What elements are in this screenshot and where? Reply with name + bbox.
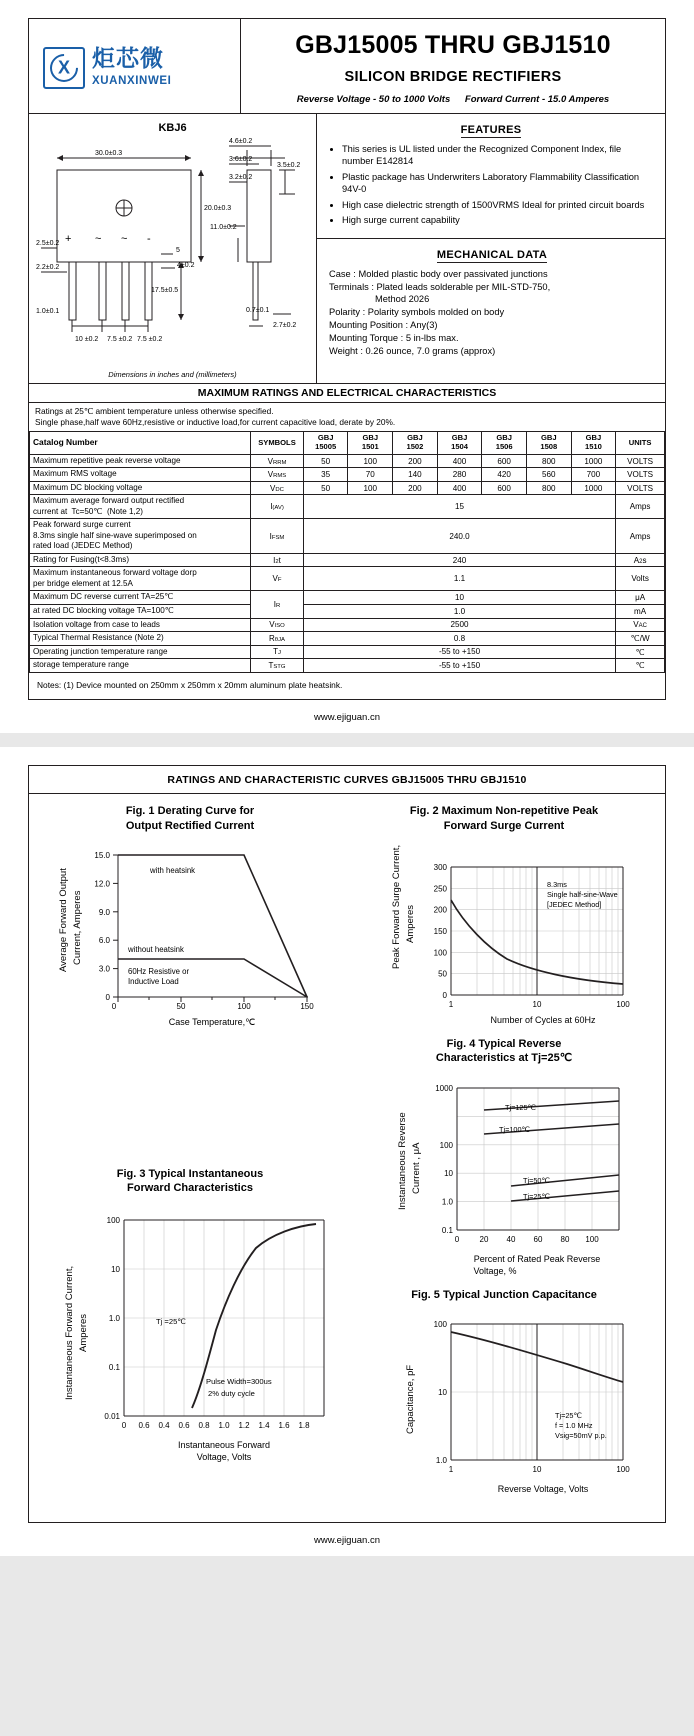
cell: 200 [393, 481, 438, 495]
row-desc: Maximum instantaneous forward voltage dorp per bridge element at 12.5A [30, 567, 251, 591]
table-row [30, 553, 665, 567]
dim-07: 0.7±0.1 [246, 307, 270, 314]
polarity-minus: - [147, 233, 151, 245]
dim-32: 3.2±0.2 [229, 174, 253, 181]
dim-5: 5 [176, 247, 180, 254]
dimension-note: Dimensions in inches and (millimeters) [108, 370, 237, 379]
cell: 240 [303, 553, 615, 567]
mechanical-title: MECHANICAL DATA [436, 248, 548, 261]
svg-text:Number of Cycles at 60Hz: Number of Cycles at 60Hz [490, 1014, 596, 1025]
polarity-ac1: ~ [95, 233, 102, 245]
cell: 400 [437, 454, 482, 468]
cell: 240.0 [303, 519, 615, 554]
svg-text:Current , μA: Current , μA [411, 1142, 422, 1194]
svg-text:10: 10 [111, 1264, 120, 1274]
xxw-logo-icon [43, 47, 85, 89]
cell: 1.1 [303, 567, 615, 591]
svg-text:1.8: 1.8 [298, 1420, 310, 1430]
svg-text:250: 250 [433, 884, 447, 894]
svg-text:Case Temperature,℃: Case Temperature,℃ [168, 1016, 256, 1027]
row-symbol: VDC [251, 481, 304, 495]
fig3-chart [33, 1200, 347, 1470]
row-unit: ℃ [616, 659, 665, 673]
cell: 35 [303, 468, 348, 482]
svg-text:Tj=100℃: Tj=100℃ [499, 1124, 530, 1134]
dim-110: 11.0±0.2 [210, 224, 237, 231]
cell: 1.0 [303, 605, 615, 619]
svg-text:without heatsink: without heatsink [128, 944, 184, 954]
features-list [327, 143, 655, 227]
dim-36: 3.6±0.2 [229, 156, 253, 163]
svg-text:150: 150 [433, 926, 447, 936]
row-unit: VOLTS [616, 468, 665, 482]
ratings-note [29, 403, 665, 431]
cell: 50 [303, 481, 348, 495]
footer-site-2: www.ejiguan.cn [313, 1534, 380, 1546]
dim-4: 4±0.2 [177, 262, 195, 269]
cell: 400 [437, 481, 482, 495]
title-block [241, 19, 665, 113]
table-row [30, 519, 665, 554]
svg-text:Tj =25℃: Tj =25℃ [156, 1316, 186, 1326]
row-symbol: VISO [251, 618, 304, 632]
page-subtitle: SILICON BRIDGE RECTIFIERS [344, 69, 562, 85]
spec-mid-section [29, 114, 665, 384]
svg-text:Tj=25℃: Tj=25℃ [523, 1191, 550, 1201]
fig5-chart [347, 1306, 661, 1506]
cell: 0.8 [303, 632, 615, 646]
table-row [30, 618, 665, 632]
svg-text:Tj=50℃: Tj=50℃ [523, 1175, 550, 1185]
svg-text:10: 10 [438, 1387, 447, 1397]
svg-text:0: 0 [121, 1420, 127, 1430]
features-mechanical-panel [317, 114, 665, 383]
svg-text:100: 100 [237, 1001, 251, 1011]
row-unit: A2s [616, 553, 665, 567]
row-unit: Amps [616, 519, 665, 554]
cell: 420 [482, 468, 527, 482]
svg-text:Pulse Width=300us: Pulse Width=300us [206, 1376, 272, 1386]
svg-text:0: 0 [111, 1001, 117, 1011]
header-specs [247, 94, 659, 105]
svg-text:0.01: 0.01 [104, 1411, 120, 1421]
features-title: FEATURES [460, 124, 522, 136]
svg-text:100: 100 [585, 1234, 599, 1244]
ratings-table [29, 431, 665, 672]
footer-site: www.ejiguan.cn [313, 712, 380, 724]
row-unit: ℃/W [616, 632, 665, 646]
cell: 600 [482, 481, 527, 495]
row-unit: mA [616, 605, 665, 619]
spec-reverse-voltage: Reverse Voltage - 50 to 1000 Volts [296, 94, 451, 105]
mech-line: Terminals : Plated leads solderable per MIL-STD-750, [329, 281, 551, 292]
list-item: • This series is UL listed under the Recognized Component Index, file number E142814 [342, 143, 655, 168]
dim-35: 3.5±0.2 [277, 162, 301, 169]
curves-title: RATINGS AND CHARACTERISTIC CURVES GBJ15005 THRU GBJ1510 [29, 766, 665, 794]
cell: 700 [571, 468, 616, 482]
row-symbol: RθJA [251, 632, 304, 646]
svg-text:10: 10 [444, 1168, 453, 1178]
cell: 50 [303, 454, 348, 468]
svg-text:15.0: 15.0 [94, 850, 110, 860]
svg-text:Inductive Load: Inductive Load [128, 976, 179, 986]
table-row [30, 481, 665, 495]
svg-text:0.6: 0.6 [178, 1420, 190, 1430]
brand-name-en: XUANXINWEI [92, 75, 172, 88]
cell: 800 [526, 481, 571, 495]
list-item: • High case dielectric strength of 1500VRMS Ideal for printed circuit boards [342, 199, 655, 211]
svg-text:150: 150 [300, 1001, 314, 1011]
col-catalog: Catalog Number [30, 432, 251, 454]
svg-text:60Hz Resistive or: 60Hz Resistive or [128, 966, 190, 976]
page2-frame [28, 765, 666, 1522]
fig4-title: Fig. 4 Typical Reverse Characteristics at Tj=25℃ [435, 1037, 573, 1065]
cell: 100 [348, 454, 393, 468]
datasheet-page-2 [0, 747, 694, 1555]
table-row [30, 468, 665, 482]
dim-27: 2.7±0.2 [273, 322, 297, 329]
col-part-0: GBJ 15005 [303, 432, 348, 454]
row-unit: VAC [616, 618, 665, 632]
row-symbol: I2t [251, 553, 304, 567]
spec-forward-current: Forward Current - 15.0 Amperes [464, 94, 610, 105]
svg-text:Tj=25℃: Tj=25℃ [555, 1410, 582, 1420]
cell: 280 [437, 468, 482, 482]
row-unit: VOLTS [616, 481, 665, 495]
svg-text:Tj=125℃: Tj=125℃ [505, 1102, 536, 1112]
svg-text:1.2: 1.2 [238, 1420, 250, 1430]
svg-text:3.0: 3.0 [98, 964, 110, 974]
svg-text:12.0: 12.0 [94, 879, 110, 889]
svg-text:0.6: 0.6 [138, 1420, 150, 1430]
row-desc: at rated DC blocking voltage TA=100℃ [30, 605, 251, 619]
dim-22: 2.2±0.2 [36, 264, 60, 271]
table-row [30, 567, 665, 591]
features-block [317, 114, 665, 239]
brand-text [92, 48, 171, 88]
col-symbols: SYMBOLS [251, 432, 304, 454]
table-row [30, 645, 665, 659]
package-drawing-panel [29, 114, 317, 383]
ratings-note-line1: Ratings at 25℃ ambient temperature unless otherwise specified. [35, 406, 274, 416]
svg-text:300: 300 [433, 862, 447, 872]
row-symbol: TSTG [251, 659, 304, 673]
svg-text:100: 100 [433, 1319, 447, 1329]
row-unit: Volts [616, 567, 665, 591]
fig45-container [347, 1037, 661, 1506]
ratings-title: MAXIMUM RATINGS AND ELECTRICAL CHARACTERISTICS [29, 384, 665, 403]
svg-text:100: 100 [616, 1464, 630, 1474]
svg-text:0: 0 [442, 990, 447, 1000]
table-row [30, 632, 665, 646]
mech-line: Method 2026 [375, 294, 430, 305]
dim-pitch-2: 7.5 ±0.2 [107, 336, 133, 343]
row-desc: storage temperature range [30, 659, 251, 673]
svg-text:1.0: 1.0 [435, 1455, 447, 1465]
fig2-container [347, 804, 661, 1037]
svg-text:1: 1 [448, 1464, 454, 1474]
cell: 2500 [303, 618, 615, 632]
package-drawing [33, 136, 312, 368]
svg-text:9.0: 9.0 [98, 907, 110, 917]
table-row [30, 659, 665, 673]
cell: -55 to +150 [303, 659, 615, 673]
svg-text:with heatsink: with heatsink [150, 865, 196, 875]
row-unit: ℃ [616, 645, 665, 659]
curves-row-2 [33, 1037, 661, 1506]
row-unit: μA [616, 591, 665, 605]
cell: 600 [482, 454, 527, 468]
col-part-4: GBJ 1506 [482, 432, 527, 454]
svg-text:40: 40 [506, 1234, 516, 1244]
list-item: • Plastic package has Underwriters Laboratory Flammability Classification 94V-0 [342, 171, 655, 196]
ratings-note-line2: Single phase,half wave 60Hz,resistive or inductive load,for current capacitive load, derate by 20%. [35, 417, 396, 428]
col-part-1: GBJ 1501 [348, 432, 393, 454]
svg-text:Percent of Rated Peak Reverse: Percent of Rated Peak Reverse [473, 1253, 601, 1264]
mechanical-block [317, 239, 665, 366]
mech-line: Polarity : Polarity symbols molded on body [329, 307, 505, 318]
row-unit: Amps [616, 495, 665, 519]
fig1-container [33, 804, 347, 1037]
cell: 140 [393, 468, 438, 482]
svg-text:1.0: 1.0 [218, 1420, 230, 1430]
svg-text:Vsig=50mV p.p.: Vsig=50mV p.p. [555, 1430, 607, 1440]
page-title: GBJ15005 THRU GBJ1510 [295, 31, 611, 59]
col-units: UNITS [616, 432, 665, 454]
svg-text:20: 20 [479, 1234, 489, 1244]
cell: 15 [303, 495, 615, 519]
svg-text:6.0: 6.0 [98, 936, 110, 946]
row-symbol: I(AV) [251, 495, 304, 519]
row-desc: Maximum RMS voltage [30, 468, 251, 482]
svg-text:8.3ms: 8.3ms [547, 879, 567, 889]
cell: 10 [303, 591, 615, 605]
svg-text:[JEDEC Method]: [JEDEC Method] [547, 899, 602, 909]
polarity-ac2: ~ [121, 233, 128, 245]
col-part-2: GBJ 1502 [393, 432, 438, 454]
dim-20: 20.0±0.3 [204, 205, 232, 212]
svg-text:0.4: 0.4 [158, 1420, 170, 1430]
cell: 70 [348, 468, 393, 482]
dim-25: 2.5±0.2 [36, 240, 60, 247]
row-symbol: VF [251, 567, 304, 591]
svg-text:Voltage, Volts: Voltage, Volts [196, 1451, 252, 1462]
svg-text:50: 50 [176, 1001, 186, 1011]
svg-text:Average Forward Output: Average Forward Output [58, 868, 69, 972]
svg-text:Peak Forward Surge Current,: Peak Forward Surge Current, [391, 844, 402, 969]
svg-text:100: 100 [433, 948, 447, 958]
svg-text:1000: 1000 [435, 1083, 453, 1093]
dim-pitch-1: 10 ±0.2 [75, 336, 99, 343]
svg-text:1.0: 1.0 [441, 1197, 453, 1207]
col-part-6: GBJ 1510 [571, 432, 616, 454]
svg-text:Instantaneous Forward: Instantaneous Forward [177, 1439, 271, 1450]
col-part-3: GBJ 1504 [437, 432, 482, 454]
cell: 800 [526, 454, 571, 468]
polarity-plus: + [65, 233, 72, 245]
svg-text:100: 100 [106, 1215, 120, 1225]
svg-text:1.0: 1.0 [108, 1313, 120, 1323]
svg-text:Single half-sine-Wave: Single half-sine-Wave [547, 889, 618, 899]
svg-text:Amperes: Amperes [78, 1313, 89, 1352]
mech-line: Weight : 0.26 ounce, 7.0 grams (approx) [329, 345, 496, 356]
package-name: KBJ6 [158, 122, 187, 134]
row-desc: Maximum DC blocking voltage [30, 481, 251, 495]
cell: -55 to +150 [303, 645, 615, 659]
table-row [30, 495, 665, 519]
svg-text:100: 100 [439, 1140, 453, 1150]
svg-text:100: 100 [616, 999, 630, 1009]
svg-text:80: 80 [560, 1234, 570, 1244]
mech-line: Mounting Position : Any(3) [329, 320, 438, 331]
row-desc: Isolation voltage from case to leads [30, 618, 251, 632]
svg-text:f = 1.0 MHz: f = 1.0 MHz [555, 1420, 593, 1430]
svg-text:2% duty cycle: 2% duty cycle [208, 1388, 255, 1398]
dim-pitch-3: 7.5 ±0.2 [137, 336, 163, 343]
cell: 1000 [571, 454, 616, 468]
svg-text:Amperes: Amperes [405, 904, 416, 943]
cell: 200 [393, 454, 438, 468]
svg-text:Instantaneous Forward Current,: Instantaneous Forward Current, [64, 1265, 75, 1400]
fig4-chart [347, 1070, 661, 1288]
svg-text:0.1: 0.1 [441, 1225, 453, 1235]
svg-text:Current, Amperes: Current, Amperes [72, 890, 83, 965]
curves-row-1 [33, 804, 661, 1037]
svg-text:10: 10 [532, 1464, 542, 1474]
svg-text:60: 60 [533, 1234, 543, 1244]
svg-text:10: 10 [532, 999, 542, 1009]
mech-line: Mounting Torque : 5 in-lbs max. [329, 332, 459, 343]
row-desc: Rating for Fusing(t<8.3ms) [30, 553, 251, 567]
table-row [30, 454, 665, 468]
table-row [30, 591, 665, 605]
document-header [29, 19, 665, 114]
row-desc: Maximum DC reverse current TA=25℃ [30, 591, 251, 605]
fig2-title: Fig. 2 Maximum Non-repetitive Peak Forward Surge Current [409, 805, 599, 832]
col-part-5: GBJ 1508 [526, 432, 571, 454]
row-desc: Maximum repetitive peak reverse voltage [30, 454, 251, 468]
dim-10: 1.0±0.1 [36, 308, 60, 315]
svg-text:0: 0 [105, 992, 110, 1002]
page1-frame [28, 18, 666, 700]
svg-text:Capacitance, pF: Capacitance, pF [405, 1364, 416, 1434]
fig1-chart [33, 837, 347, 1037]
row-symbol: IFSM [251, 519, 304, 554]
curves-body [29, 794, 665, 1521]
fig3-container [33, 1037, 347, 1506]
row-symbol: TJ [251, 645, 304, 659]
svg-text:0.8: 0.8 [198, 1420, 210, 1430]
brand-name-cn: 炬芯微 [92, 46, 164, 73]
row-symbol: VRRM [251, 454, 304, 468]
svg-text:1.6: 1.6 [278, 1420, 290, 1430]
svg-text:200: 200 [433, 905, 447, 915]
list-item: • High surge current capability [342, 214, 655, 226]
row-unit: VOLTS [616, 454, 665, 468]
dim-30: 30.0±0.3 [95, 150, 123, 157]
fig3-title: Fig. 3 Typical Instantaneous Forward Characteristics [116, 1167, 264, 1195]
brand-logo [29, 19, 241, 113]
dim-46: 4.6±0.2 [229, 138, 253, 145]
svg-text:Instantaneous Reverse: Instantaneous Reverse [397, 1111, 408, 1210]
row-desc: Operating junction temperature range [30, 645, 251, 659]
svg-text:0.1: 0.1 [108, 1362, 120, 1372]
fig2-chart [347, 837, 661, 1037]
mech-line: Case : Molded plastic body over passivated junctions [329, 268, 548, 279]
svg-text:Reverse Voltage, Volts: Reverse Voltage, Volts [497, 1483, 589, 1494]
table-header-row [30, 432, 665, 454]
table-notes: Notes: (1) Device mounted on 250mm x 250mm x 20mm aluminum plate heatsink. [37, 679, 343, 690]
svg-text:1.4: 1.4 [258, 1420, 270, 1430]
svg-text:0: 0 [454, 1234, 460, 1244]
row-symbol: VRMS [251, 468, 304, 482]
row-desc: Typical Thermal Resistance (Note 2) [30, 632, 251, 646]
datasheet-page-1 [0, 0, 694, 733]
row-symbol: IR [251, 591, 304, 618]
fig1-title: Fig. 1 Derating Curve for Output Rectified Current [125, 805, 255, 832]
fig5-title: Fig. 5 Typical Junction Capacitance [411, 1288, 597, 1301]
dim-175: 17.5±0.5 [151, 287, 179, 294]
table-row [30, 605, 665, 619]
row-desc: Peak forward surge current 8.3ms single half sine-wave superimposed on rated load (JEDEC Method) [30, 519, 251, 554]
cell: 100 [348, 481, 393, 495]
row-desc: Maximum average forward output rectified current at Tc=50℃ (Note 1,2) [30, 495, 251, 519]
cell: 1000 [571, 481, 616, 495]
svg-text:50: 50 [438, 969, 447, 979]
svg-text:Voltage, %: Voltage, % [473, 1265, 517, 1276]
cell: 560 [526, 468, 571, 482]
svg-text:1: 1 [448, 999, 454, 1009]
